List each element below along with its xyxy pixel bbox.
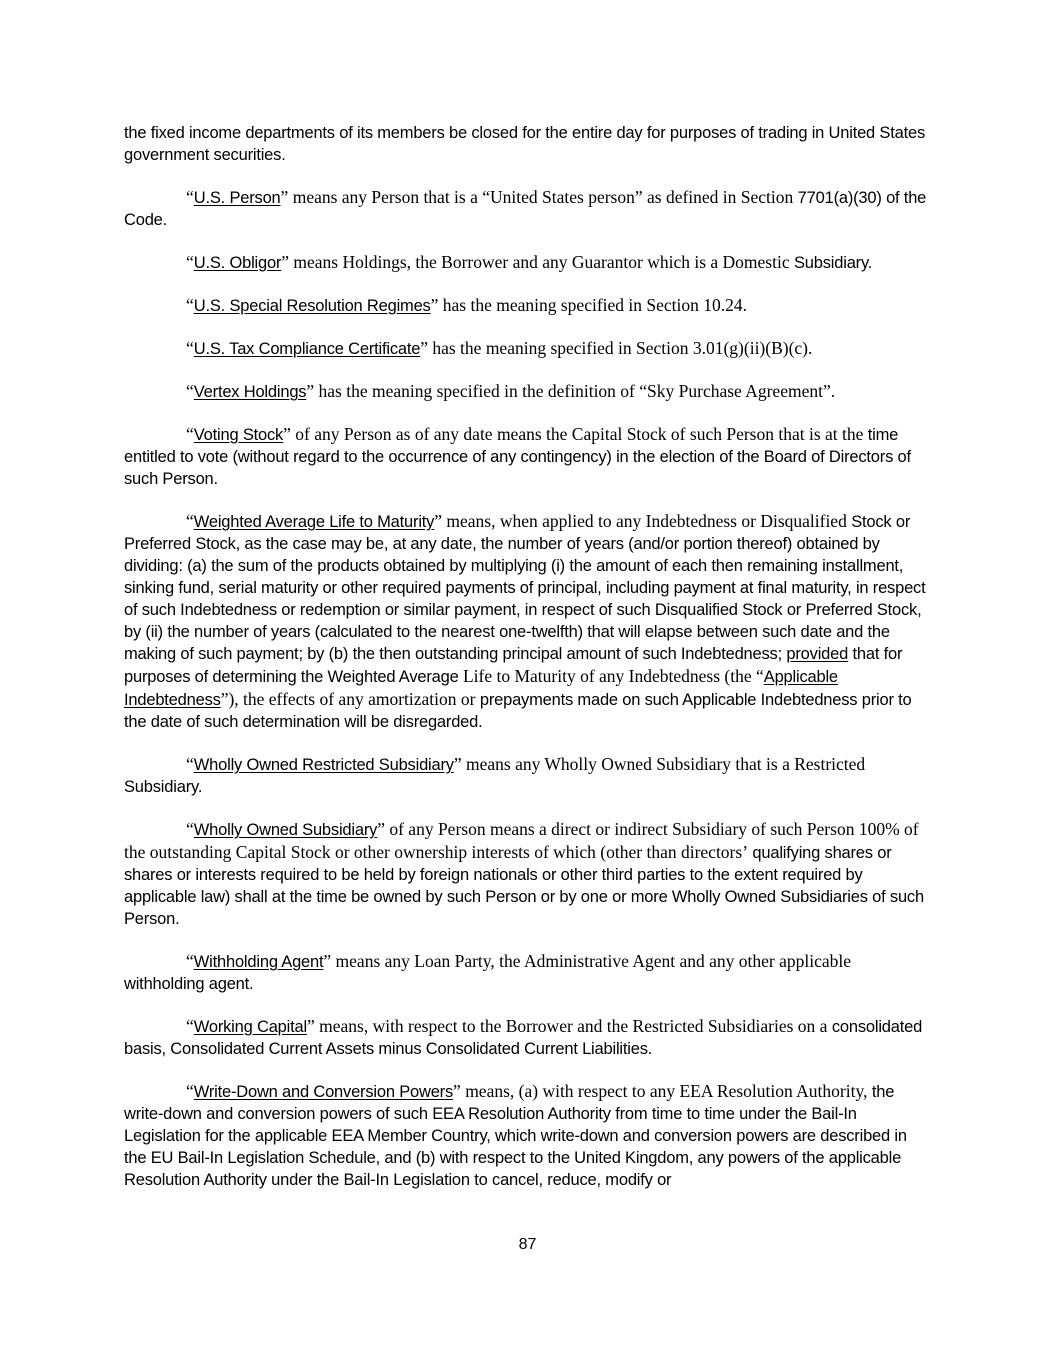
definition-write-down-and-conversion-powers: “Write-Down and Conversion Powers” means, (a) with respect to any EEA Resolution Authority, the write-down and conversion powers of such EEA Resolution Authority from time to time under the Bail-In Legislation for the applicable EEA Member Country, which write-down and conversion powers are described in the EU Bail-In Legislation Schedule, and (b) with respect to the United Kingdom, any powers of the applicable Resolution Authority under the Bail-In Legislation to cancel, reduce, modify or bbox=[124, 1081, 907, 1189]
defined-term: U.S. Tax Compliance Certificate bbox=[193, 340, 421, 358]
defined-term: U.S. Obligor bbox=[193, 254, 282, 272]
definition-text-cont: the write-down and conversion powers of such EEA Resolution Authority from time to time under the Bail-In Legislation for the applicable EEA Member Country, which write-down and conversion powers are described in the EU Bail-In Legislation Schedule, and (b) with respect to the United Kingdom, any powers of the applicable Resolution Authority under the Bail-In Legislation to cancel, reduce, modify or bbox=[124, 1083, 907, 1189]
defined-term: Vertex Holdings bbox=[193, 383, 307, 401]
definition-text: has the meaning specified in Section 10.24. bbox=[438, 295, 748, 315]
definition-wholly-owned-subsidiary: “Wholly Owned Subsidiary” of any Person means a direct or indirect Subsidiary of such Person 100% of the outstanding Capital Stock or other ownership interests of which (other than directors’ qualifying shares or shares or interests required to be held by foreign nationals or other third parties to the extent required by applicable law) shall at the time be owned by such Person or by one or more Wholly Owned Subsidiaries of such Person. bbox=[124, 819, 924, 928]
definition-text: means any Wholly Owned Subsidiary that is a Restricted bbox=[461, 754, 866, 774]
continuation-text: the fixed income departments of its members be closed for the entire day for purposes of trading in United States government securities. bbox=[124, 124, 925, 164]
definition-working-capital: “Working Capital” means, with respect to the Borrower and the Restricted Subsidiaries on a consolidated basis, Consolidated Current Assets minus Consolidated Current Liabilities. bbox=[124, 1016, 923, 1058]
definition-text: means Holdings, the Borrower and any Guarantor which is a Domestic bbox=[289, 252, 790, 272]
definition-text-cont: consolidated basis, Consolidated Current Assets minus Consolidated Current Liabilities. bbox=[124, 1018, 923, 1058]
definition-wholly-owned-restricted-subsidiary: “Wholly Owned Restricted Subsidiary” means any Wholly Owned Subsidiary that is a Restricted Subsidiary. bbox=[124, 754, 866, 796]
definition-vertex-holdings: “Vertex Holdings” has the meaning specified in the definition of “Sky Purchase Agreement”. bbox=[186, 381, 836, 401]
document-page bbox=[124, 122, 932, 1211]
definition-text-serif-3: ”), the effects of any amortization or bbox=[220, 689, 476, 709]
proviso-term: provided bbox=[786, 645, 849, 663]
defined-term-2: Applicable Indebtedness bbox=[124, 668, 838, 709]
defined-term: Weighted Average Life to Maturity bbox=[193, 513, 435, 531]
definition-us-tax-compliance-certificate: “U.S. Tax Compliance Certificate” has the meaning specified in Section 3.01(g)(ii)(B)(c). bbox=[186, 338, 813, 358]
definition-text-cont-3: prepayments made on such Applicable Indebtedness prior to the date of such determination will be disregarded. bbox=[124, 691, 912, 731]
definition-us-obligor: “U.S. Obligor” means Holdings, the Borrower and any Guarantor which is a Domestic Subsidiary. bbox=[186, 252, 873, 272]
definition-text: means, when applied to any Indebtedness or Disqualified bbox=[442, 511, 847, 531]
definition-voting-stock: “Voting Stock” of any Person as of any date means the Capital Stock of such Person that is at the time entitled to vote (without regard to the occurrence of any contingency) in the election of the Board of Directors of such Person. bbox=[124, 424, 911, 488]
defined-term: U.S. Special Resolution Regimes bbox=[193, 297, 431, 315]
defined-term: Wholly Owned Subsidiary bbox=[193, 821, 378, 839]
definition-text: has the meaning specified in Section 3.01(g)(ii)(B)(c). bbox=[427, 338, 813, 358]
defined-term: Voting Stock bbox=[193, 426, 284, 444]
defined-term: Write-Down and Conversion Powers bbox=[193, 1083, 454, 1101]
definition-text: means any Loan Party, the Administrative Agent and any other applicable bbox=[331, 951, 852, 971]
definition-text-cont: 7701(a)(30) of the Code. bbox=[124, 189, 927, 229]
definition-text-cont: qualifying shares or shares or interests required to be held by foreign nationals or other third parties to the extent required by applicable law) shall at the time be owned by such Person or by one or more Wholly Owned Subsidiaries of such Person. bbox=[124, 844, 924, 928]
definition-weighted-average-life: “Weighted Average Life to Maturity” means, when applied to any Indebtedness or Disqualified Stock or Preferred Stock, as the case may be, at any date, the number of years (and/or portion thereof) obtained by dividing: (a) the sum of the products obtained by multiplying (i) the amount of each then remaining installment, sinking fund, serial maturity or other required payments of principal, including payment at final maturity, in respect of such Indebtedness or redemption or similar payment, in respect of such Disqualified Stock or Preferred Stock, by (ii) the number of years (calculated to the nearest one-twelfth) that will elapse between such date and the making of such payment; by (b) the then outstanding principal amount of such Indebtedness; provided that for purposes of determining the Weighted Average Life to Maturity of any Indebtedness (the “Applicable Indebtedness”), the effects of any amortization or prepayments made on such Applicable Indebtedness prior to the date of such determination will be disregarded. bbox=[124, 511, 926, 731]
definition-withholding-agent: “Withholding Agent” means any Loan Party, the Administrative Agent and any other applicable withholding agent. bbox=[124, 951, 852, 993]
page-number: 87 bbox=[518, 1236, 537, 1253]
definition-text-cont: Subsidiary. bbox=[789, 254, 873, 272]
paragraph-continuation bbox=[124, 122, 932, 166]
definition-text-cont: Stock or Preferred Stock, as the case may be, at any date, the number of years (and/or portion thereof) obtained by dividing: (a) the sum of the products obtained by multiplying (i) the amount of each then remaining installment, sinking fund, serial maturity or other required payments of principal, including payment at final maturity, in respect of such Indebtedness or redemption or similar payment, in respect of such Disqualified Stock or Preferred Stock, by (ii) the number of years (calculated to the nearest one-twelfth) that will elapse between such date and the making of such payment; by (b) the then outstanding principal amount of such Indebtedness; bbox=[124, 513, 926, 663]
defined-term: Wholly Owned Restricted Subsidiary bbox=[193, 756, 454, 774]
definition-us-person: “U.S. Person” means any Person that is a “United States person” as defined in Section 7701(a)(30) of the Code. bbox=[124, 187, 927, 229]
definition-text-cont: withholding agent. bbox=[124, 975, 254, 993]
definition-us-special-resolution-regimes: “U.S. Special Resolution Regimes” has the meaning specified in Section 10.24. bbox=[186, 295, 748, 315]
definition-text-cont-2: that for purposes of determining the Weighted Average bbox=[124, 645, 903, 686]
definition-text: of any Person as of any date means the Capital Stock of such Person that is at the bbox=[290, 424, 864, 444]
definition-text-serif-2: Life to Maturity of any Indebtedness (the “ bbox=[458, 666, 764, 686]
definition-text: of any Person means a direct or indirect Subsidiary of such Person 100% of the outstanding Capital Stock or other ownership interests of which (other than directors’ bbox=[124, 819, 919, 862]
definition-text: has the meaning specified in the definition of “Sky Purchase Agreement”. bbox=[314, 381, 836, 401]
definition-text: means, (a) with respect to any EEA Resolution Authority, bbox=[460, 1081, 868, 1101]
definition-text: means, with respect to the Borrower and the Restricted Subsidiaries on a bbox=[314, 1016, 828, 1036]
defined-term: Working Capital bbox=[193, 1018, 307, 1036]
definition-text-cont: Subsidiary. bbox=[124, 778, 203, 796]
defined-term: U.S. Person bbox=[193, 189, 281, 207]
defined-term: Withholding Agent bbox=[193, 953, 324, 971]
definition-text-cont: time entitled to vote (without regard to the occurrence of any contingency) in the election of the Board of Directors of such Person. bbox=[124, 426, 911, 488]
definition-text: means any Person that is a “United States person” as defined in Section bbox=[288, 187, 794, 207]
